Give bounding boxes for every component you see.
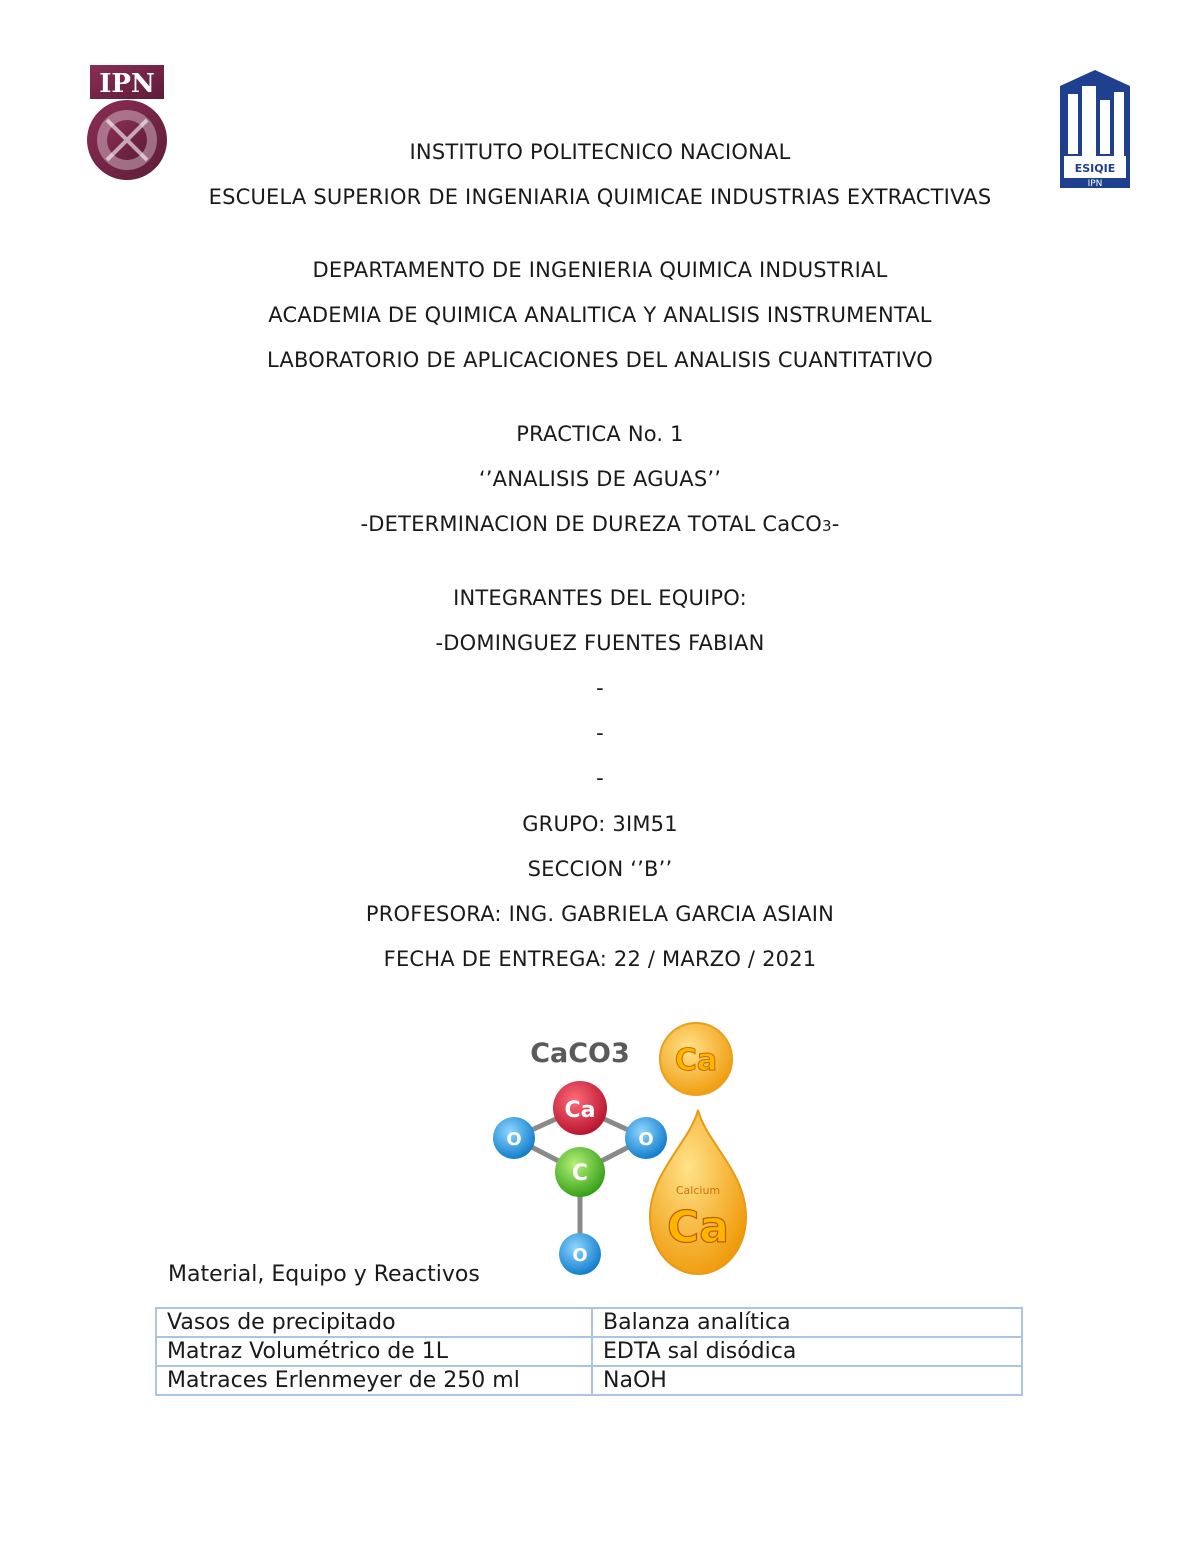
table-row — [156, 1366, 1022, 1395]
table-cell: Balanza analítica — [592, 1308, 1022, 1337]
department-name: DEPARTAMENTO DE INGENIERIA QUIMICA INDUSTRIAL — [312, 258, 888, 282]
table-row — [156, 1308, 1022, 1337]
table-row — [156, 1337, 1022, 1366]
laboratory-name: LABORATORIO DE APLICACIONES DEL ANALISIS CUANTITATIVO — [267, 348, 933, 372]
table-cell: Matraz Volumétrico de 1L — [156, 1337, 592, 1366]
practice-subtitle-suffix: - — [831, 512, 840, 536]
oxygen-atom-label: O — [506, 1129, 522, 1150]
team-member: - — [596, 766, 604, 790]
team-member: - — [596, 676, 604, 700]
calcium-sphere-label: Ca — [674, 1043, 718, 1078]
esiqie-logo-text: ESIQIE — [1074, 162, 1116, 175]
oxygen-atom-label: O — [638, 1129, 654, 1150]
oxygen-atom-bottom — [559, 1233, 601, 1275]
practice-title: ‘’ANALISIS DE AGUAS’’ — [478, 467, 722, 491]
caco3-illustration — [470, 1012, 770, 1297]
delivery-date: FECHA DE ENTREGA: 22 / MARZO / 2021 — [383, 947, 817, 971]
ipn-logo-text: IPN — [99, 69, 155, 99]
professor-info: PROFESORA: ING. GABRIELA GARCIA ASIAIN — [365, 902, 835, 926]
carbon-atom — [555, 1147, 605, 1197]
oxygen-atom-right — [625, 1117, 667, 1159]
ipn-logo — [82, 60, 172, 190]
calcium-atom — [553, 1081, 607, 1135]
section-info: SECCION ‘’B’’ — [527, 857, 673, 881]
group-info: GRUPO: 3IM51 — [522, 812, 678, 836]
practice-subtitle-prefix: -DETERMINACION DE DUREZA TOTAL CaCO — [360, 512, 822, 536]
table-cell: EDTA sal disódica — [592, 1337, 1022, 1366]
team-member: -DOMINGUEZ FUENTES FABIAN — [435, 631, 765, 655]
esiqie-logo — [1050, 66, 1140, 188]
oxygen-atom-label: O — [572, 1245, 588, 1266]
materials-table — [155, 1307, 1023, 1396]
calcium-droplet-caption: Calcium — [675, 1184, 721, 1197]
esiqie-logo-sub: IPN — [1087, 179, 1103, 188]
school-name: ESCUELA SUPERIOR DE INGENIARIA QUIMICAE INDUSTRIAS EXTRACTIVAS — [208, 185, 992, 209]
team-member: - — [596, 721, 604, 745]
calcium-atom-label: Ca — [564, 1098, 596, 1123]
table-cell: Matraces Erlenmeyer de 250 ml — [156, 1366, 592, 1395]
practice-number: PRACTICA No. 1 — [516, 422, 684, 446]
materials-title: Material, Equipo y Reactivos — [168, 1262, 480, 1287]
practice-subtitle-sub: 3 — [821, 517, 832, 535]
calcium-droplet-label: Ca — [667, 1202, 729, 1253]
team-heading: INTEGRANTES DEL EQUIPO: — [453, 586, 747, 610]
academy-name: ACADEMIA DE QUIMICA ANALITICA Y ANALISIS INSTRUMENTAL — [268, 303, 932, 327]
table-cell: Vasos de precipitado — [156, 1308, 592, 1337]
carbon-atom-label: C — [571, 1161, 589, 1186]
oxygen-atom-left — [493, 1117, 535, 1159]
institute-name: INSTITUTO POLITECNICO NACIONAL — [409, 140, 791, 164]
formula-label: CaCO3 — [530, 1038, 630, 1069]
calcium-sphere — [660, 1023, 732, 1095]
practice-subtitle — [0, 512, 1200, 536]
table-cell: NaOH — [592, 1366, 1022, 1395]
